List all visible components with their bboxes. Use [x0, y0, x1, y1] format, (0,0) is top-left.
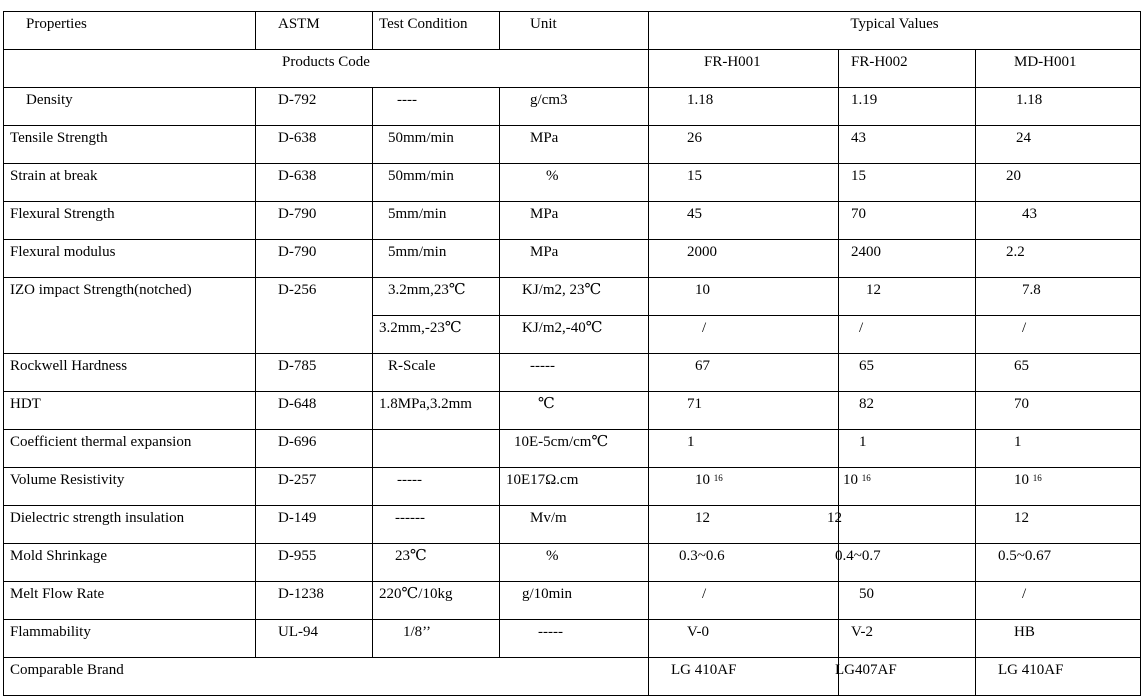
- astm-code: D-790: [256, 240, 373, 278]
- value-fr-h001: 10: [649, 278, 839, 316]
- value-fr-h002: 43: [839, 126, 976, 164]
- value-fr-h002: 82: [839, 392, 976, 430]
- value-exponent: 16: [1032, 473, 1042, 483]
- value-fr-h002: 2400: [839, 240, 976, 278]
- value-fr-h002: [839, 468, 976, 506]
- property-name: HDT: [4, 392, 256, 430]
- table-row: [4, 126, 1141, 164]
- astm-code: D-638: [256, 126, 373, 164]
- unit: MPa: [500, 126, 649, 164]
- header-test-condition: Test Condition: [373, 12, 500, 50]
- products-code-label: Products Code: [4, 50, 649, 88]
- table-row: [4, 392, 1141, 430]
- value-fr-h002: 1.19: [839, 88, 976, 126]
- value-fr-h001: 67: [649, 354, 839, 392]
- value-fr-h002: /: [839, 316, 976, 354]
- astm-code: D-149: [256, 506, 373, 544]
- properties-table: [3, 11, 1141, 696]
- property-name: Flexural modulus: [4, 240, 256, 278]
- value-md-h001: 65: [976, 354, 1141, 392]
- property-name: Tensile Strength: [4, 126, 256, 164]
- property-name: Strain at break: [4, 164, 256, 202]
- table-row: [4, 582, 1141, 620]
- value-base: 10: [695, 472, 710, 488]
- test-condition: 220℃/10kg: [373, 582, 500, 620]
- test-condition: 3.2mm,23℃: [373, 278, 500, 316]
- value-fr-h002: [835, 544, 976, 582]
- value-md-h001: [976, 468, 1141, 506]
- products-row: [4, 50, 1141, 88]
- header-properties: Properties: [4, 12, 256, 50]
- value-fr-h001: 2000: [649, 240, 839, 278]
- unit: -----: [500, 620, 649, 658]
- property-name: Density: [4, 88, 256, 126]
- unit: g/cm3: [500, 88, 649, 126]
- test-condition: R-Scale: [373, 354, 500, 392]
- table-row: [4, 468, 1141, 506]
- value-md-h001: 7.8: [976, 278, 1141, 316]
- unit: 10E-5cm/cm℃: [500, 430, 649, 468]
- value-md-h001: HB: [976, 620, 1141, 658]
- value-exponent: 16: [861, 473, 871, 483]
- brand-fr-h001: LG 410AF: [649, 658, 839, 696]
- astm-code: D-955: [256, 544, 373, 582]
- value-fr-h001: 15: [649, 164, 839, 202]
- astm-code: D-256: [256, 278, 373, 354]
- value-fr-h001: 1: [649, 430, 839, 468]
- test-condition: 1.8MPa,3.2mm: [373, 392, 500, 430]
- value-md-h001: 24: [976, 126, 1141, 164]
- unit: %: [500, 544, 649, 582]
- table-row: [4, 620, 1141, 658]
- value-md-h001: 20: [976, 164, 1141, 202]
- brand-text: LG407AF: [835, 662, 897, 678]
- value-fr-h002: 15: [839, 164, 976, 202]
- value-fr-h002: V-2: [839, 620, 976, 658]
- product-code-3: MD-H001: [976, 50, 1141, 88]
- test-condition: 50mm/min: [373, 126, 500, 164]
- value-md-h001: /: [976, 316, 1141, 354]
- unit: KJ/m2, 23℃: [500, 278, 649, 316]
- property-name: IZO impact Strength(notched): [4, 278, 256, 354]
- test-condition: [373, 430, 500, 468]
- value-fr-h001: [649, 468, 839, 506]
- astm-code: D-696: [256, 430, 373, 468]
- table-row: [4, 240, 1141, 278]
- value-fr-h001: /: [649, 582, 839, 620]
- value-fr-h002: 1: [839, 430, 976, 468]
- table-row: [4, 278, 1141, 316]
- product-code-2: FR-H002: [839, 50, 976, 88]
- value-md-h001: 1: [976, 430, 1141, 468]
- test-condition: ----: [373, 88, 500, 126]
- astm-code: D-785: [256, 354, 373, 392]
- header-typical-values: Typical Values: [649, 12, 1141, 50]
- value-md-h001: /: [976, 582, 1141, 620]
- value-md-h001: 2.2: [976, 240, 1141, 278]
- comparable-brand-label: Comparable Brand: [4, 658, 649, 696]
- astm-code: D-638: [256, 164, 373, 202]
- value-text: 12: [827, 510, 842, 526]
- table-row: [4, 354, 1141, 392]
- unit: 10E17Ω.cm: [500, 468, 649, 506]
- value-md-h001: 0.5~0.67: [976, 544, 1141, 582]
- value-md-h001: 12: [976, 506, 1141, 544]
- unit: -----: [500, 354, 649, 392]
- value-text: 0.4~0.7: [835, 548, 881, 564]
- value-fr-h001: 1.18: [649, 88, 839, 126]
- astm-code: D-790: [256, 202, 373, 240]
- test-condition: -----: [373, 468, 500, 506]
- test-condition: ------: [373, 506, 500, 544]
- astm-code: UL-94: [256, 620, 373, 658]
- value-md-h001: 43: [976, 202, 1141, 240]
- unit: ℃: [500, 392, 649, 430]
- property-name: Flexural Strength: [4, 202, 256, 240]
- value-fr-h001: V-0: [649, 620, 839, 658]
- value-fr-h001: /: [649, 316, 839, 354]
- value-fr-h001: 71: [649, 392, 839, 430]
- unit: %: [500, 164, 649, 202]
- test-condition: 5mm/min: [373, 240, 500, 278]
- header-astm: ASTM: [256, 12, 373, 50]
- unit: Mv/m: [500, 506, 649, 544]
- header-row: [4, 12, 1141, 50]
- unit: g/10min: [500, 582, 649, 620]
- value-base: 10: [843, 472, 858, 488]
- value-fr-h002: 50: [839, 582, 976, 620]
- test-condition: 23℃: [373, 544, 500, 582]
- unit: MPa: [500, 240, 649, 278]
- value-fr-h001: 26: [649, 126, 839, 164]
- value-base: 10: [1014, 472, 1029, 488]
- test-condition: 1/8’’: [373, 620, 500, 658]
- property-name: Rockwell Hardness: [4, 354, 256, 392]
- value-fr-h001: 12: [649, 506, 839, 544]
- astm-code: D-1238: [256, 582, 373, 620]
- value-exponent: 16: [713, 473, 723, 483]
- property-name: Melt Flow Rate: [4, 582, 256, 620]
- unit: KJ/m2,-40℃: [500, 316, 649, 354]
- value-md-h001: 1.18: [976, 88, 1141, 126]
- property-name: Volume Resistivity: [4, 468, 256, 506]
- table-row: [4, 88, 1141, 126]
- property-name: Coefficient thermal expansion: [4, 430, 256, 468]
- value-fr-h002: 70: [839, 202, 976, 240]
- unit: MPa: [500, 202, 649, 240]
- astm-code: D-648: [256, 392, 373, 430]
- header-unit: Unit: [500, 12, 649, 50]
- test-condition: 3.2mm,-23℃: [373, 316, 500, 354]
- value-fr-h002: 65: [839, 354, 976, 392]
- comparable-brand-row: [4, 658, 1141, 696]
- test-condition: 50mm/min: [373, 164, 500, 202]
- table-row: [4, 430, 1141, 468]
- table-row: [4, 202, 1141, 240]
- table-row: [4, 164, 1141, 202]
- brand-md-h001: LG 410AF: [976, 658, 1141, 696]
- brand-fr-h002: [835, 658, 976, 696]
- value-md-h001: 70: [976, 392, 1141, 430]
- value-fr-h001: 0.3~0.6: [649, 544, 839, 582]
- table-row: [4, 506, 1141, 544]
- property-name: Flammability: [4, 620, 256, 658]
- property-name: Mold Shrinkage: [4, 544, 256, 582]
- astm-code: D-257: [256, 468, 373, 506]
- table-row: [4, 544, 1141, 582]
- test-condition: 5mm/min: [373, 202, 500, 240]
- product-code-1: FR-H001: [649, 50, 839, 88]
- value-fr-h002: [827, 506, 976, 544]
- value-fr-h001: 45: [649, 202, 839, 240]
- value-fr-h002: 12: [839, 278, 976, 316]
- astm-code: D-792: [256, 88, 373, 126]
- property-name: Dielectric strength insulation: [4, 506, 256, 544]
